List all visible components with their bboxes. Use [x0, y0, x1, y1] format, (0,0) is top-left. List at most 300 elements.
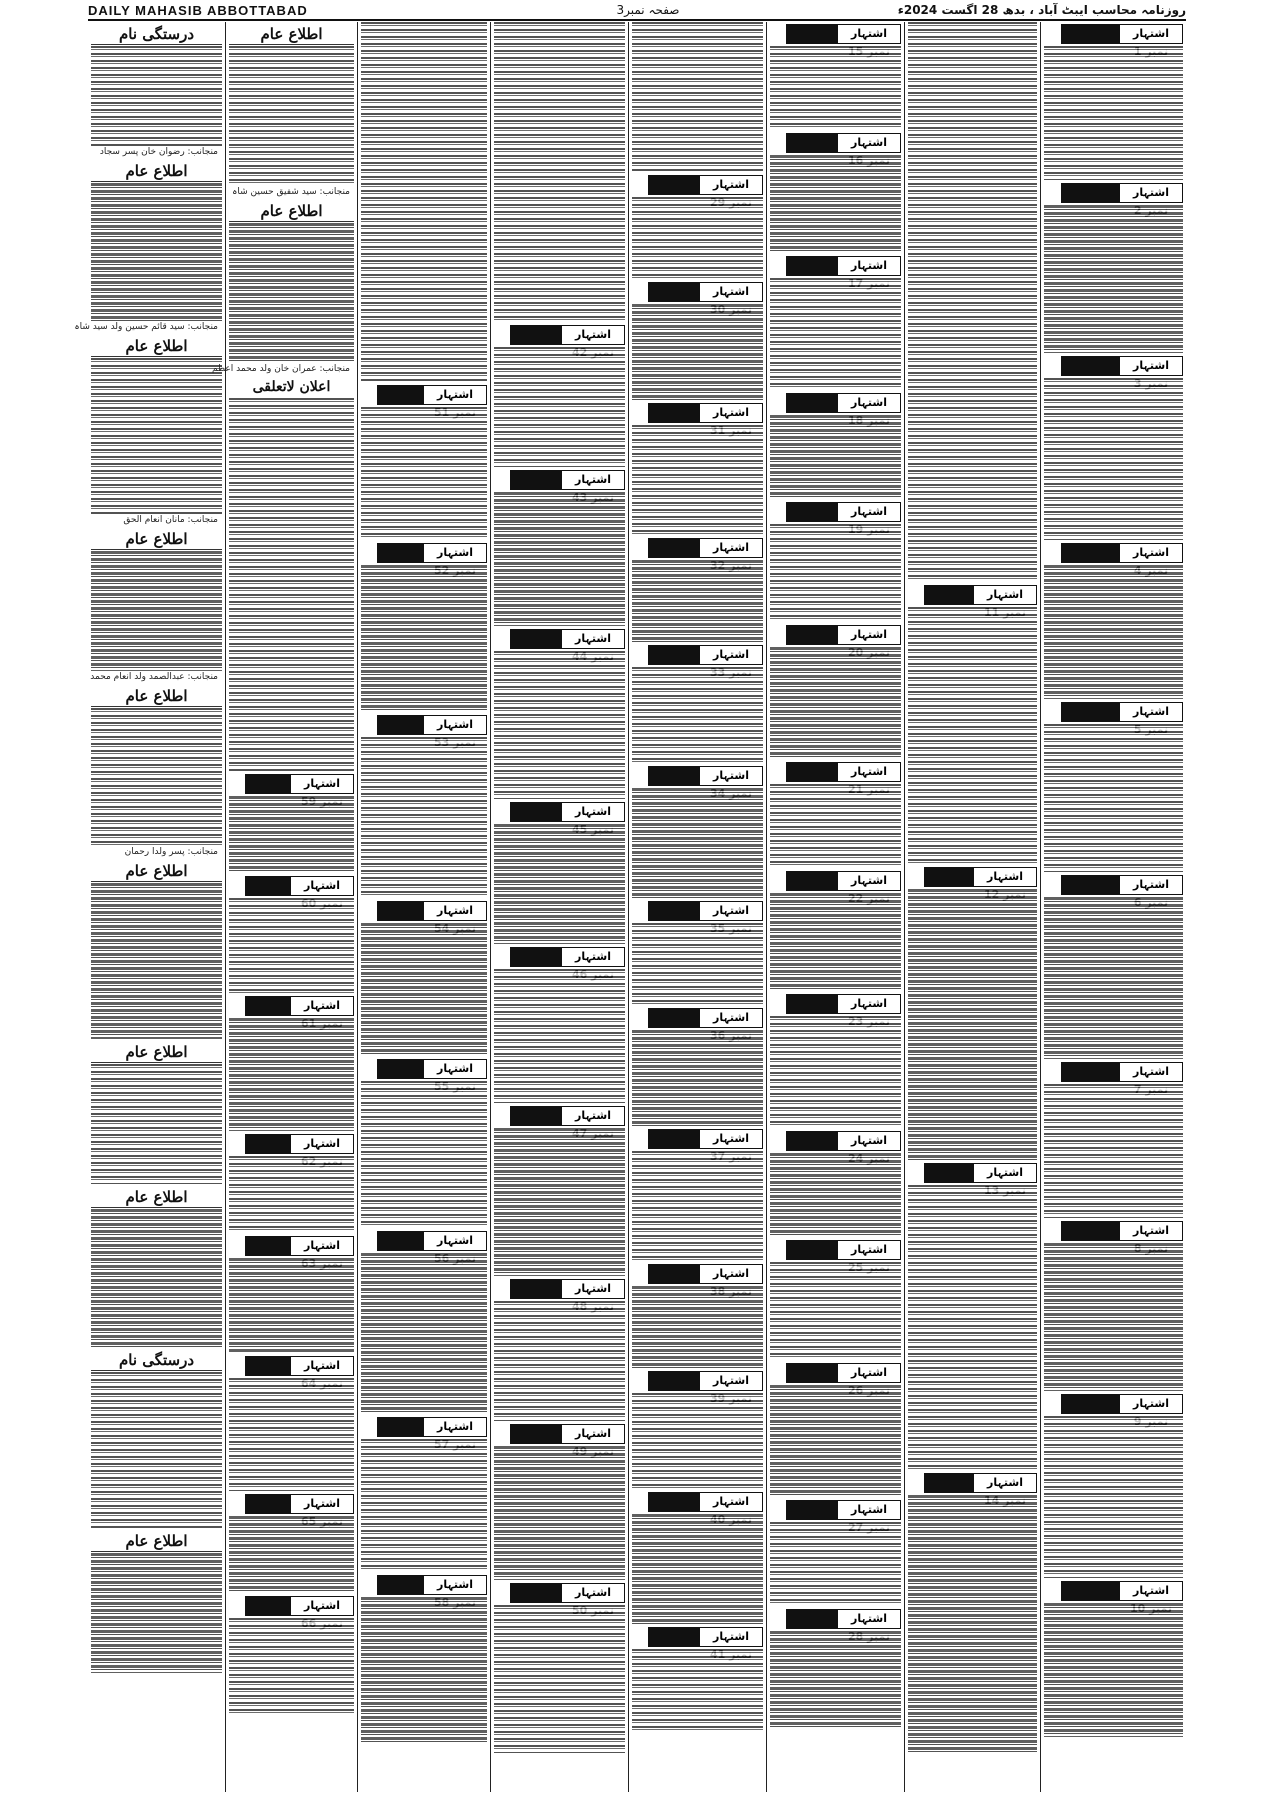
classified-notice	[229, 774, 354, 873]
notice-number-bar	[245, 1134, 355, 1154]
notice-signature: منجانب: سید شفیق حسین شاہ	[232, 187, 350, 197]
notice-number-label: اشتہار	[699, 539, 762, 557]
date-line: روزنامہ محاسب ایبٹ آباد ، بدھ 28 اگست 2024ء	[897, 3, 1186, 17]
notice-body-text	[1044, 205, 1183, 353]
classified-notice	[229, 1134, 354, 1233]
notice-body-text	[229, 796, 354, 873]
notice-title: اعلان لاتعلقی	[252, 379, 331, 395]
notice-body-text	[770, 46, 901, 130]
notice-body-text	[770, 155, 901, 253]
page-number: صفحہ نمبر3	[616, 3, 680, 17]
classified-notice	[229, 1596, 354, 1713]
notice-number-label: اشتہار	[1119, 703, 1182, 721]
notice-body-text	[1044, 1084, 1183, 1218]
notice-number-label: اشتہار	[1119, 184, 1182, 202]
notice-number-label: اشتہار	[699, 1130, 762, 1148]
notice-number-bar	[786, 1609, 901, 1629]
notice-number-label: اشتہار	[423, 386, 486, 404]
notice-number-label: اشتہار	[837, 872, 900, 890]
notice-number-label: اشتہار	[837, 626, 900, 644]
classified-notice	[770, 1609, 901, 1729]
notice-body-text	[229, 1258, 354, 1353]
notice-number-label: اشتہار	[290, 1597, 353, 1615]
notice-signature: منجانب: مانان انعام الحق	[123, 515, 218, 525]
notice-body-text	[908, 1185, 1037, 1470]
notice-body-text	[770, 1631, 901, 1729]
notice-body-text	[229, 601, 354, 771]
notice-body-text	[908, 22, 1037, 582]
notice-number-label: اشتہار	[290, 1357, 353, 1375]
column-ads-1-10	[1041, 22, 1186, 1792]
notice-body-text	[494, 22, 625, 322]
notice-body-text	[494, 1605, 625, 1753]
notice-body-text	[1044, 46, 1183, 180]
notice-number-label: اشتہار	[423, 1060, 486, 1078]
notice-number-label: اشتہار	[1119, 544, 1182, 562]
classified-notice	[632, 282, 763, 400]
notice-number-bar	[377, 901, 487, 921]
notice-number-bar	[786, 1500, 901, 1520]
classified-notice	[1044, 543, 1183, 699]
classified-notice	[632, 1008, 763, 1126]
classified-notice	[494, 1106, 625, 1276]
classified-notice	[770, 133, 901, 253]
notice-number-bar	[1061, 702, 1183, 722]
notice-number-bar	[648, 1492, 763, 1512]
column-ads-11-14	[905, 22, 1040, 1792]
classified-notice	[632, 901, 763, 1005]
notice-number-bar	[510, 802, 625, 822]
notice-number-bar	[1061, 1221, 1183, 1241]
notice-body-text	[361, 923, 487, 1056]
notice-number-bar	[1061, 24, 1183, 44]
classified-notice	[1044, 1394, 1183, 1578]
notice-number-bar	[1061, 1062, 1183, 1082]
classified-notice	[494, 629, 625, 799]
notice-number-bar	[924, 867, 1037, 887]
notice-number-label: اشتہار	[837, 503, 900, 521]
titled-notice	[91, 529, 222, 683]
classified-notice	[494, 1424, 625, 1580]
notice-number-bar	[245, 996, 355, 1016]
notice-title: اطلاع عام	[229, 201, 354, 222]
notice-number-bar	[510, 470, 625, 490]
notice-body-text	[770, 524, 901, 622]
classified-notice	[1044, 1221, 1183, 1391]
notice-number-bar	[377, 715, 487, 735]
classified-notice	[770, 1500, 901, 1606]
notice-body-text	[632, 788, 763, 898]
classified-notice	[770, 871, 901, 991]
notice-number-label: اشتہار	[561, 326, 624, 344]
notice-number-bar	[648, 645, 763, 665]
notice-number-bar	[648, 766, 763, 786]
notice-title: اطلاع عام	[91, 1187, 222, 1208]
notice-title: اطلاع عام	[91, 1042, 222, 1063]
classified-notice	[494, 947, 625, 1103]
masthead-rule	[88, 19, 1186, 21]
notice-number-bar	[648, 538, 763, 558]
notice-number-bar	[245, 774, 355, 794]
classified-notice	[908, 1473, 1037, 1752]
notice-body-text	[632, 1030, 763, 1126]
notice-number-label: اشتہار	[561, 1107, 624, 1125]
notice-body-text	[908, 889, 1037, 1160]
notice-body-text	[229, 223, 354, 363]
notice-number-label: اشتہار	[561, 1425, 624, 1443]
notice-number-label: اشتہار	[1119, 1222, 1182, 1240]
column-titled-notices-a	[74, 22, 225, 1792]
titled-notice	[91, 24, 222, 158]
notice-body-text	[770, 1016, 901, 1128]
notice-number-bar	[377, 1059, 487, 1079]
notice-number-label: اشتہار	[1119, 1582, 1182, 1600]
notice-body-text	[229, 398, 354, 598]
notice-number-label: اشتہار	[837, 25, 900, 43]
notice-body-text	[361, 1439, 487, 1572]
notice-number-label: اشتہار	[423, 1576, 486, 1594]
notice-number-label: اشتہار	[290, 997, 353, 1015]
column-ads-42-50	[491, 22, 628, 1792]
notice-number-bar	[245, 1356, 355, 1376]
notice-number-label: اشتہار	[561, 1584, 624, 1602]
notice-body-text	[632, 304, 763, 400]
notice-number-bar	[786, 625, 901, 645]
notice-number-bar	[377, 385, 487, 405]
notice-number-label: اشتہار	[561, 471, 624, 489]
notice-body-text	[908, 607, 1037, 864]
notice-body-text	[1044, 1603, 1183, 1737]
classified-notice	[770, 994, 901, 1128]
classified-notice	[770, 762, 901, 868]
titled-notice	[91, 1042, 222, 1184]
classified-notice	[632, 766, 763, 898]
notice-body-text	[1044, 897, 1183, 1059]
classified-notice	[1044, 875, 1183, 1059]
notice-body-text	[361, 1081, 487, 1228]
notice-number-label: اشتہار	[290, 1495, 353, 1513]
notice-body-text	[361, 565, 487, 712]
notice-body-text	[632, 425, 763, 535]
notice-number-label: اشتہار	[561, 948, 624, 966]
notice-body-text	[229, 1018, 354, 1131]
notice-body-text	[91, 1553, 222, 1673]
classified-notice	[494, 470, 625, 626]
notice-title: درستگی نام	[91, 24, 222, 45]
notice-body-text	[908, 1495, 1037, 1752]
notice-number-label: اشتہار	[561, 630, 624, 648]
notice-number-bar	[1061, 543, 1183, 563]
classified-notice	[361, 1059, 487, 1228]
notice-body-text	[632, 1286, 763, 1368]
notice-number-bar	[648, 1129, 763, 1149]
notice-number-bar	[786, 1363, 901, 1383]
notice-body-text	[91, 708, 222, 846]
classified-notice	[361, 543, 487, 712]
classified-notice	[632, 645, 763, 763]
classified-notice	[632, 1627, 763, 1731]
titled-notice	[229, 24, 354, 198]
notice-number-bar	[245, 876, 355, 896]
classified-notice	[770, 625, 901, 759]
notice-body-text	[91, 551, 222, 671]
notice-number-bar	[510, 1583, 625, 1603]
classified-notice	[770, 1131, 901, 1237]
notice-body-text	[91, 183, 222, 321]
notice-body-text	[632, 1393, 763, 1489]
notice-title: اطلاع عام	[91, 686, 222, 707]
notice-signature: منجانب: رضوان خان پسر سجاد	[99, 147, 218, 157]
notice-body-text	[361, 1597, 487, 1744]
classified-notice	[770, 1363, 901, 1497]
classified-notice	[1044, 24, 1183, 180]
notice-number-bar	[648, 403, 763, 423]
classified-notice	[361, 1417, 487, 1572]
notice-number-bar	[786, 133, 901, 153]
notice-body-text	[770, 1522, 901, 1606]
notice-number-label: اشتہار	[1119, 1395, 1182, 1413]
notice-body-text	[770, 893, 901, 991]
notice-number-label: اشتہار	[699, 1009, 762, 1027]
classified-notice	[908, 585, 1037, 864]
notice-number-bar	[510, 1106, 625, 1126]
notice-body-text	[1044, 1243, 1183, 1391]
notice-number-bar	[648, 901, 763, 921]
notice-body-text	[632, 560, 763, 642]
titled-notice	[74, 161, 222, 333]
notice-body-text	[494, 347, 625, 467]
notice-number-label: اشتہار	[290, 1237, 353, 1255]
notice-number-label: اشتہار	[423, 544, 486, 562]
notice-body-text	[494, 1446, 625, 1580]
notice-body-text	[361, 22, 487, 382]
classified-notice	[229, 876, 354, 993]
notice-number-label: اشتہار	[561, 1280, 624, 1298]
notice-signature: منجانب: عمران خان ولد محمد اعظم	[212, 364, 350, 374]
notice-number-bar	[786, 1240, 901, 1260]
notice-body-text	[91, 1064, 222, 1184]
classified-notice	[494, 325, 625, 467]
classified-notice	[632, 403, 763, 535]
notice-body-text	[494, 1128, 625, 1276]
notice-body-text	[770, 278, 901, 390]
notice-number-bar	[510, 1279, 625, 1299]
column-titled-notices-b	[212, 22, 357, 1792]
notice-body-text	[361, 407, 487, 540]
notice-number-label: اشتہار	[837, 394, 900, 412]
classified-notice	[229, 996, 354, 1131]
notice-number-label: اشتہار	[837, 1501, 900, 1519]
notice-number-bar	[377, 1231, 487, 1251]
notice-number-label: اشتہار	[837, 1364, 900, 1382]
notice-number-bar	[786, 502, 901, 522]
notice-number-label: اشتہار	[290, 1135, 353, 1153]
notice-body-text	[1044, 1416, 1183, 1578]
classified-notice	[770, 256, 901, 390]
notice-body-text	[229, 1378, 354, 1491]
notice-body-text	[229, 898, 354, 993]
notice-number-bar	[786, 871, 901, 891]
notice-body-text	[494, 1301, 625, 1421]
titled-notice	[91, 1531, 222, 1673]
notice-number-bar	[924, 1473, 1037, 1493]
classified-notice	[632, 538, 763, 642]
notice-body-text	[632, 923, 763, 1005]
notice-number-bar	[245, 1596, 355, 1616]
classified-notice	[229, 1494, 354, 1593]
notice-number-label: اشتہار	[423, 1232, 486, 1250]
notice-number-label: اشتہار	[837, 1132, 900, 1150]
classified-notice	[1044, 1062, 1183, 1218]
notice-number-label: اشتہار	[423, 902, 486, 920]
notice-number-bar	[786, 256, 901, 276]
notice-body-text	[494, 969, 625, 1103]
notice-number-bar	[648, 1264, 763, 1284]
classified-notice	[494, 1583, 625, 1753]
notice-body-text	[91, 1372, 222, 1528]
notice-body-text	[229, 1156, 354, 1233]
notice-title: اطلاع عام	[91, 161, 222, 182]
notice-body-text	[229, 1618, 354, 1713]
notice-body-text	[1044, 378, 1183, 540]
notice-number-bar	[648, 1627, 763, 1647]
classified-notice	[1044, 702, 1183, 872]
notice-number-label: اشتہار	[973, 586, 1036, 604]
classified-notice	[770, 1240, 901, 1360]
notice-number-bar	[786, 1131, 901, 1151]
notice-number-label: اشتہار	[699, 646, 762, 664]
notice-body-text	[91, 1209, 222, 1347]
notice-body-text	[770, 647, 901, 759]
notice-number-bar	[377, 1417, 487, 1437]
notice-title: اطلاع عام	[91, 861, 222, 882]
notice-body-text	[229, 46, 354, 186]
notice-number-label: اشتہار	[837, 257, 900, 275]
notice-number-label: اشتہار	[973, 868, 1036, 886]
notice-body-text	[494, 824, 625, 944]
notice-number-label: اشتہار	[699, 1493, 762, 1511]
notice-number-bar	[924, 585, 1037, 605]
notice-body-text	[494, 492, 625, 626]
notice-number-label: اشتہار	[423, 1418, 486, 1436]
notice-body-text	[770, 1262, 901, 1360]
notice-body-text	[361, 737, 487, 898]
notice-number-label: اشتہار	[973, 1164, 1036, 1182]
notice-number-label: اشتہار	[837, 1610, 900, 1628]
classified-notice	[361, 1231, 487, 1414]
notice-body-text	[91, 883, 222, 1039]
notice-number-bar	[510, 629, 625, 649]
classified-notice	[361, 715, 487, 898]
notice-number-bar	[377, 543, 487, 563]
notice-number-bar	[510, 947, 625, 967]
notice-signature: منجانب: عبدالصمد ولد انعام محمد	[90, 672, 218, 682]
notice-number-label: اشتہار	[290, 877, 353, 895]
notice-title: اطلاع عام	[91, 1531, 222, 1552]
notice-body-text	[632, 667, 763, 763]
notice-number-bar	[648, 1008, 763, 1028]
classified-notice	[632, 1371, 763, 1489]
classified-notice	[908, 1163, 1037, 1470]
classified-notice	[770, 24, 901, 130]
notice-number-bar	[1061, 1581, 1183, 1601]
titled-notice	[212, 201, 354, 375]
notice-body-text	[91, 358, 222, 514]
notice-number-bar	[786, 24, 901, 44]
classified-notice	[770, 502, 901, 622]
notice-body-text	[1044, 565, 1183, 699]
classified-notice	[632, 1492, 763, 1624]
notice-number-bar	[648, 1371, 763, 1391]
titled-notice	[229, 378, 354, 598]
notice-number-bar	[786, 393, 901, 413]
notice-body-text	[770, 784, 901, 868]
classified-notice	[1044, 356, 1183, 540]
notice-body-text	[770, 1153, 901, 1237]
classified-notice	[494, 802, 625, 944]
notice-body-text	[632, 197, 763, 279]
notice-body-text	[229, 1516, 354, 1593]
notice-number-bar	[648, 282, 763, 302]
titled-notice	[91, 336, 222, 526]
notice-number-label: اشتہار	[699, 176, 762, 194]
notice-number-label: اشتہار	[973, 1474, 1036, 1492]
notice-number-bar	[786, 994, 901, 1014]
notice-number-bar	[924, 1163, 1037, 1183]
notice-number-label: اشتہار	[1119, 25, 1182, 43]
notice-number-label: اشتہار	[699, 1265, 762, 1283]
notice-body-text	[632, 22, 763, 172]
notice-signature: منجانب: سید قائم حسین ولد سید شاہ	[74, 322, 218, 332]
notice-title: درستگی نام	[91, 1350, 222, 1371]
column-ads-15-28	[767, 22, 904, 1792]
notice-number-label: اشتہار	[290, 775, 353, 793]
notice-number-bar	[510, 325, 625, 345]
notice-number-label: اشتہار	[1119, 876, 1182, 894]
notice-body-text	[632, 1151, 763, 1261]
notice-body-text	[632, 1514, 763, 1624]
classified-notice	[494, 1279, 625, 1421]
notice-number-bar	[1061, 183, 1183, 203]
classified-notice	[229, 1356, 354, 1491]
classified-notice	[361, 1575, 487, 1744]
notice-body-text	[91, 46, 222, 146]
classified-notice	[632, 1129, 763, 1261]
notice-number-bar	[510, 1424, 625, 1444]
notice-number-bar	[377, 1575, 487, 1595]
column-ads-51-58	[358, 22, 490, 1792]
notice-number-bar	[245, 1494, 355, 1514]
notice-number-label: اشتہار	[699, 902, 762, 920]
notice-number-label: اشتہار	[837, 995, 900, 1013]
notice-number-label: اشتہار	[699, 1628, 762, 1646]
notice-number-label: اشتہار	[699, 404, 762, 422]
notice-body-text	[770, 1385, 901, 1497]
notice-number-label: اشتہار	[699, 283, 762, 301]
notice-number-label: اشتہار	[837, 763, 900, 781]
notice-title: اطلاع عام	[229, 24, 354, 45]
notice-number-label: اشتہار	[837, 1241, 900, 1259]
notice-number-label: اشتہار	[699, 767, 762, 785]
notice-signature: منجانب: پسر ولدا رحمان	[124, 847, 218, 857]
notice-number-label: اشتہار	[1119, 357, 1182, 375]
notice-body-text	[1044, 724, 1183, 872]
titled-notice	[91, 1350, 222, 1528]
titled-notice	[91, 861, 222, 1039]
notice-number-label: اشتہار	[699, 1372, 762, 1390]
titled-notice	[91, 686, 222, 858]
classified-notice	[632, 175, 763, 279]
